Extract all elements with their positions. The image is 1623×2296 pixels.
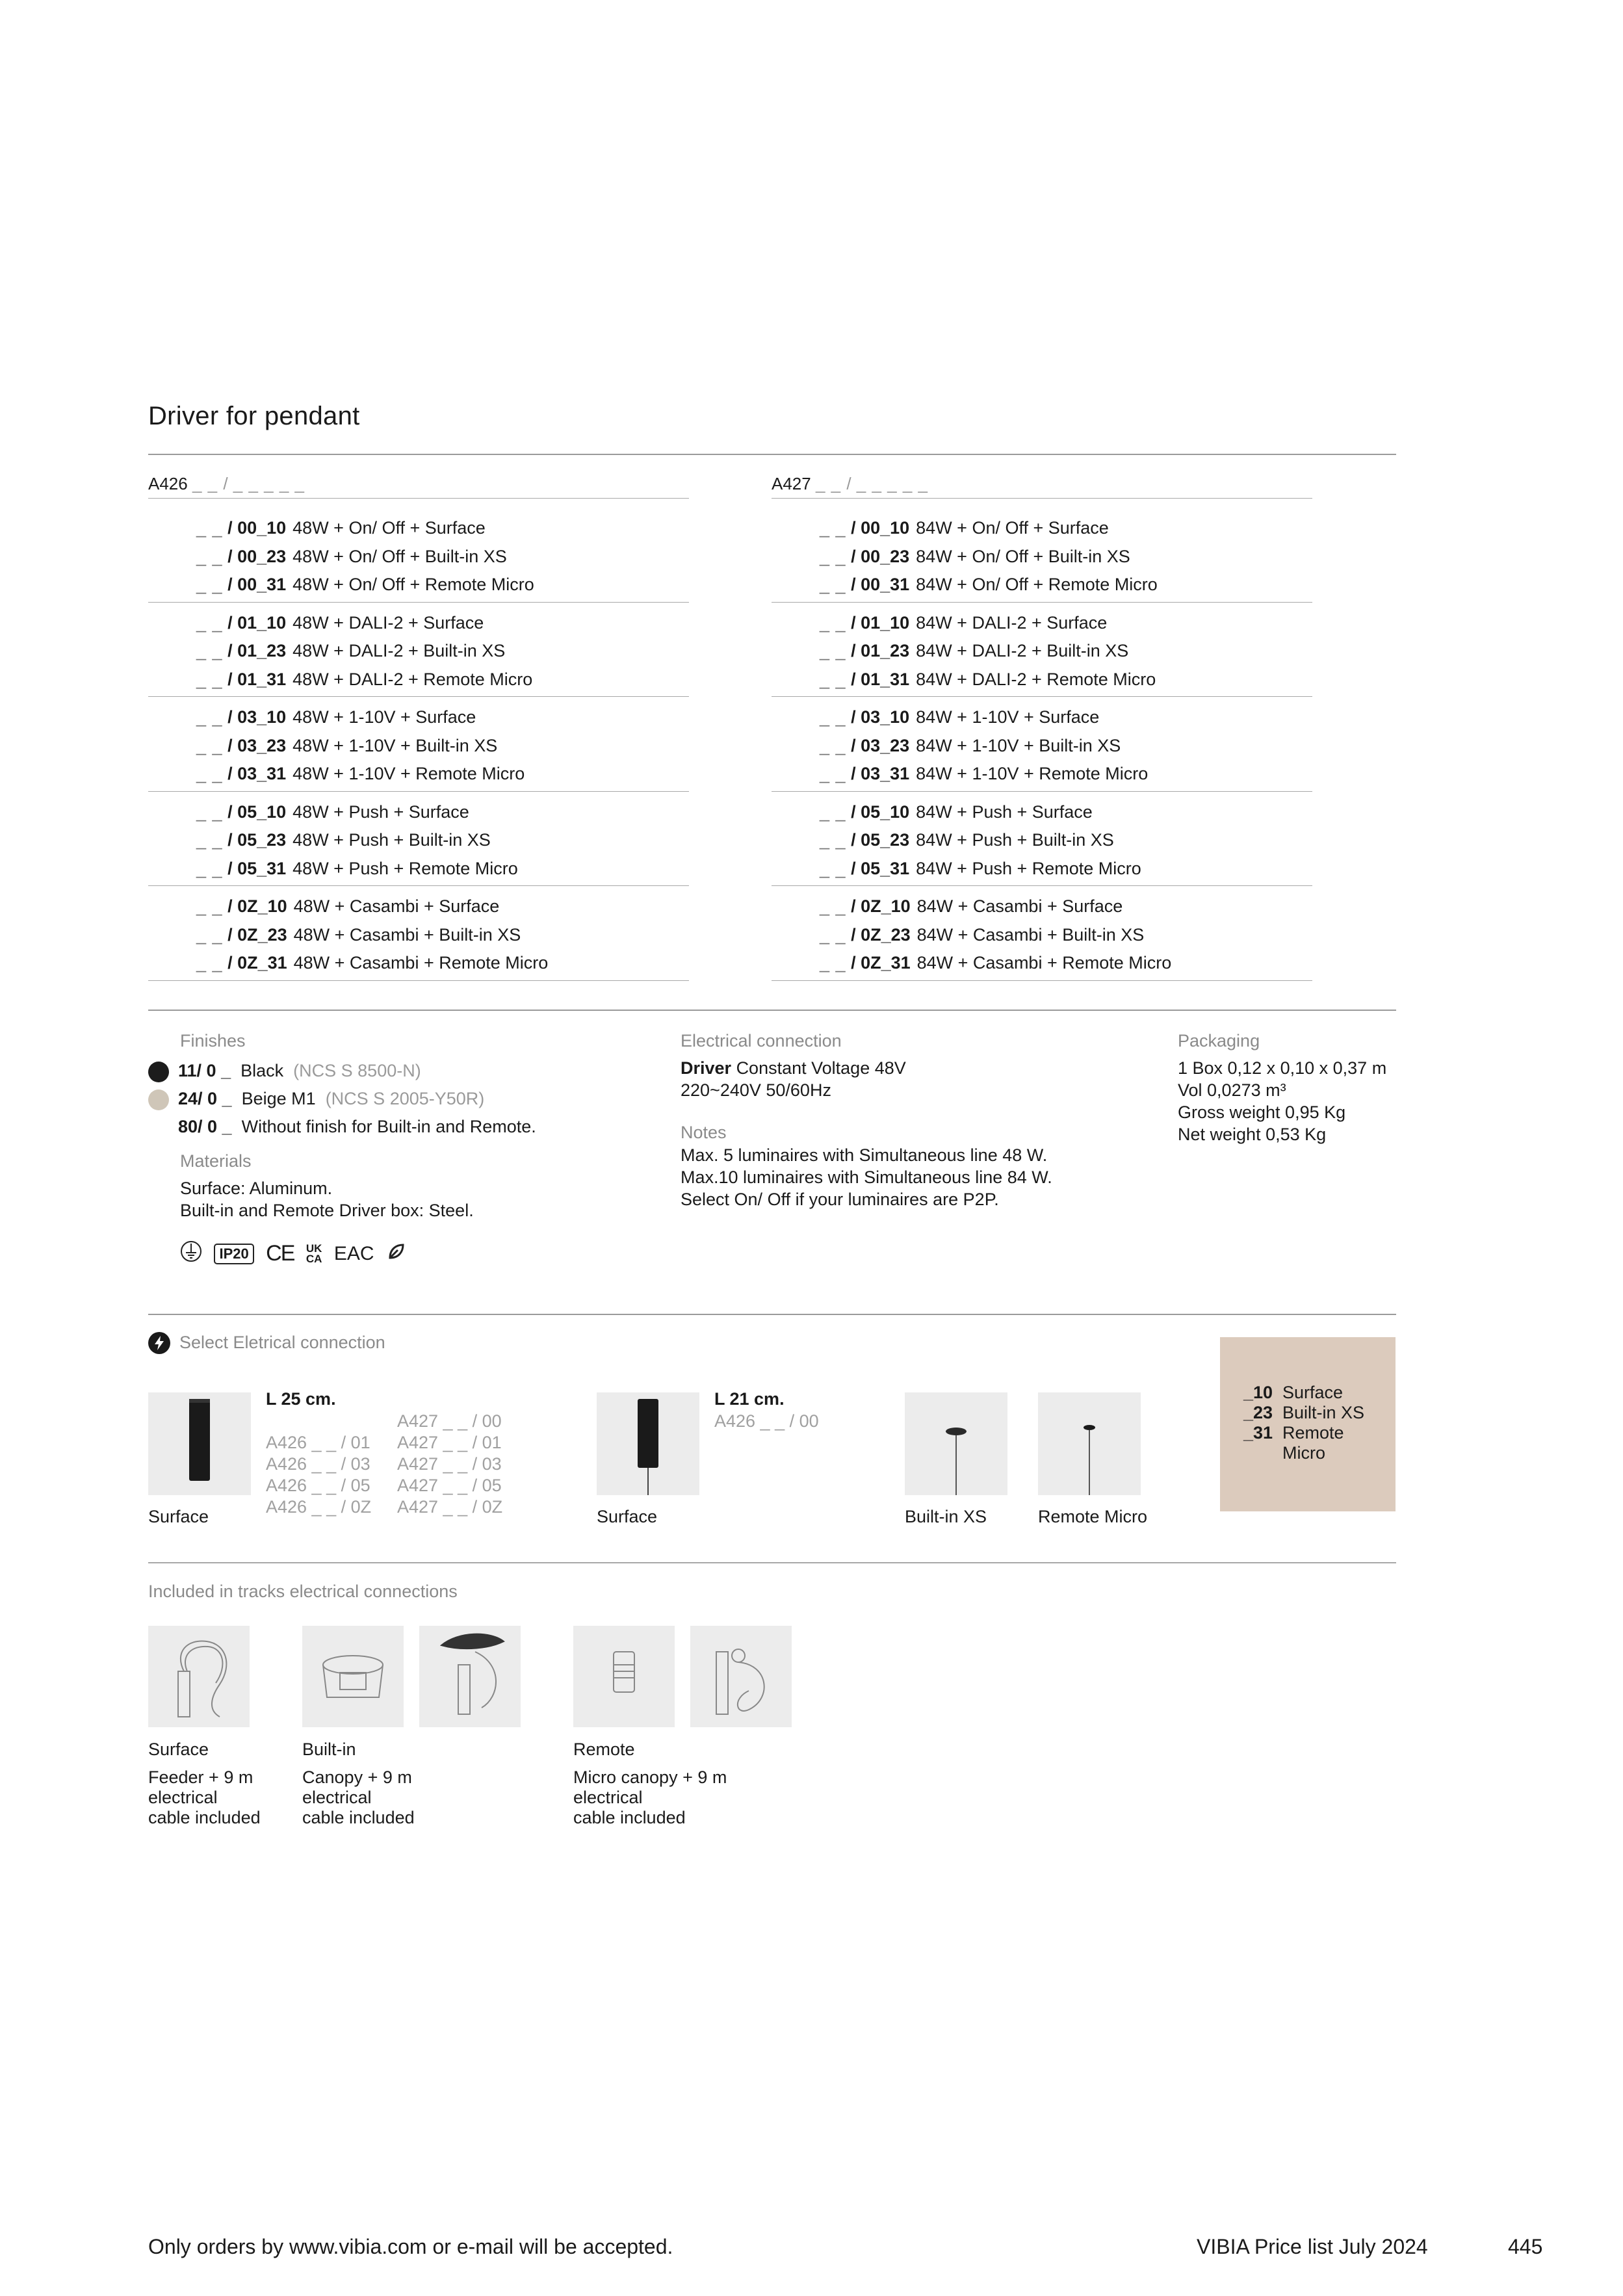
code-description: 84W + DALI-2 + Built-in XS — [916, 641, 1129, 660]
code-value: / 05_31 — [227, 858, 287, 878]
remote-micro-image — [1038, 1392, 1141, 1495]
code-group — [772, 697, 1312, 792]
code-group — [148, 603, 689, 698]
section-divider — [148, 1010, 1396, 1011]
code-placeholder: _ _ — [196, 612, 223, 633]
electrical-text — [681, 1057, 906, 1101]
code-row — [772, 732, 1312, 761]
code-item: A427 _ _ / 0Z — [397, 1497, 503, 1517]
code-row — [772, 760, 1312, 789]
code-placeholder: _ _ — [196, 802, 223, 822]
code-item: A426 _ _ / 05 — [266, 1476, 370, 1495]
surface-25-image — [148, 1392, 251, 1495]
code-placeholder: _ _ — [820, 612, 846, 633]
code-row — [148, 609, 689, 638]
code-value: / 03_23 — [851, 735, 910, 755]
certifications — [180, 1240, 416, 1264]
code-row — [148, 760, 689, 789]
finish-name: Black — [240, 1061, 284, 1080]
note-line: Max.10 luminaires with Simultaneous line 84 W. — [681, 1168, 1052, 1187]
code-placeholder: _ _ — [820, 575, 846, 594]
legend-code: _31 — [1243, 1423, 1273, 1442]
code-group — [772, 792, 1312, 887]
code-description: 84W + Push + Surface — [916, 802, 1093, 822]
code-value: / 01_10 — [851, 612, 910, 633]
code-placeholder: _ _ — [196, 764, 223, 783]
code-value: / 03_23 — [227, 735, 287, 755]
code-group — [772, 603, 1312, 698]
code-value: / 0Z_23 — [851, 924, 911, 945]
code-description: 48W + Push + Built-in XS — [292, 830, 491, 850]
included-title: Built-in — [302, 1740, 356, 1759]
code-description: 48W + Push + Surface — [292, 802, 469, 822]
ground-icon — [180, 1240, 202, 1267]
code-item: A427 _ _ / 00 — [397, 1411, 502, 1431]
code-item: A426 _ _ / 01 — [266, 1433, 370, 1452]
included-line: cable included — [302, 1808, 415, 1827]
code-row — [772, 571, 1312, 599]
packaging-line: Gross weight 0,95 Kg — [1178, 1102, 1346, 1122]
legend-label: Micro — [1282, 1443, 1325, 1463]
code-value: / 0Z_10 — [851, 896, 911, 916]
code-placeholder: _ _ — [820, 735, 846, 755]
code-description: 48W + On/ Off + Surface — [292, 518, 486, 538]
code-placeholder: _ _ — [820, 858, 846, 878]
finish-ncs: (NCS S 2005-Y50R) — [325, 1089, 485, 1108]
code-placeholder: _ _ — [196, 707, 223, 727]
builtin-xs-image — [905, 1392, 1007, 1495]
page-title: Driver for pendant — [148, 402, 360, 430]
code-description: 84W + Casambi + Surface — [916, 896, 1123, 916]
length-label: L 21 cm. — [714, 1389, 785, 1409]
legend-label: Remote — [1282, 1423, 1344, 1442]
materials-text — [180, 1177, 474, 1221]
code-row — [772, 666, 1312, 694]
code-row — [772, 514, 1312, 543]
code-row — [148, 826, 689, 855]
code-group — [148, 499, 689, 603]
included-title: Surface — [148, 1740, 209, 1759]
beige-swatch — [148, 1089, 169, 1110]
surface-21-image — [597, 1392, 699, 1495]
code-row — [148, 732, 689, 761]
legend-code: _10 — [1243, 1383, 1273, 1402]
code-placeholder: _ _ — [820, 641, 846, 660]
code-prefix: A426 — [148, 474, 188, 493]
section-divider — [148, 1562, 1396, 1563]
packaging-label: Packaging — [1178, 1031, 1260, 1050]
suffix-legend — [1220, 1337, 1396, 1511]
recycling-icon — [386, 1241, 407, 1266]
code-value: / 05_10 — [851, 802, 910, 822]
code-suffix: _ _ / — [192, 474, 229, 493]
code-list-a426-00 — [714, 1411, 819, 1432]
included-label: Included in tracks electrical connections — [148, 1582, 458, 1601]
code-value: / 05_31 — [851, 858, 910, 878]
code-groups — [772, 499, 1312, 981]
code-placeholder: _ _ — [820, 802, 846, 822]
finish-name: Without finish for Built-in and Remote. — [241, 1117, 536, 1136]
code-value: / 0Z_23 — [227, 924, 287, 945]
code-row — [772, 949, 1312, 978]
included-line: electrical — [302, 1788, 372, 1807]
code-description: 84W + Push + Built-in XS — [916, 830, 1114, 850]
ukca-top: UK — [305, 1242, 322, 1255]
driver-label: Driver — [681, 1058, 732, 1078]
code-group — [772, 499, 1312, 603]
code-value: / 05_23 — [227, 830, 287, 850]
code-row — [772, 893, 1312, 921]
code-description: 48W + On/ Off + Remote Micro — [292, 575, 534, 594]
code-placeholder: _ _ — [196, 858, 223, 878]
finish-name: Beige M1 — [241, 1089, 316, 1108]
remote-micro-cable-image — [690, 1626, 792, 1727]
code-value: / 03_10 — [851, 707, 910, 727]
code-item: A426 _ _ / 00 — [714, 1411, 819, 1431]
surface-feeder-image — [148, 1626, 250, 1727]
code-row — [772, 637, 1312, 666]
code-description: 84W + On/ Off + Built-in XS — [916, 546, 1130, 566]
builtin-canopy-image — [302, 1626, 404, 1727]
code-header — [772, 472, 1312, 499]
materials-label: Materials — [180, 1151, 252, 1171]
packaging-line: Net weight 0,53 Kg — [1178, 1125, 1327, 1144]
included-line: Micro canopy + 9 m — [573, 1768, 727, 1787]
legend-list — [1243, 1383, 1364, 1463]
code-item: A427 _ _ / 01 — [397, 1433, 502, 1452]
packaging-text — [1178, 1057, 1386, 1145]
empty-swatch — [148, 1117, 169, 1138]
code-row — [772, 703, 1312, 732]
code-placeholder: _ _ — [820, 953, 846, 972]
code-placeholder: _ _ — [820, 707, 846, 727]
code-description: 48W + DALI-2 + Built-in XS — [292, 641, 506, 660]
code-value: / 01_10 — [227, 612, 287, 633]
code-description: 48W + Push + Remote Micro — [292, 858, 518, 878]
code-row — [148, 855, 689, 883]
code-description: 84W + Push + Remote Micro — [916, 858, 1141, 878]
code-row — [772, 798, 1312, 827]
finish-item — [148, 1085, 536, 1113]
code-value: / 01_23 — [851, 641, 910, 660]
code-description: 84W + Casambi + Remote Micro — [916, 953, 1172, 972]
code-row — [148, 921, 689, 950]
note-line: Max. 5 luminaires with Simultaneous line 48 W. — [681, 1145, 1048, 1165]
length-label: L 25 cm. — [266, 1389, 336, 1409]
ip20-badge: IP20 — [214, 1244, 253, 1264]
code-row — [772, 826, 1312, 855]
code-group — [148, 792, 689, 887]
page-number: 445 — [1508, 2235, 1543, 2258]
code-description: 84W + Casambi + Built-in XS — [916, 924, 1145, 945]
finish-code: 11/ 0 _ — [178, 1061, 231, 1080]
code-suffix-gray: _ _ _ _ _ — [856, 474, 928, 493]
code-item: A426 _ _ / 03 — [266, 1454, 370, 1474]
code-row — [148, 666, 689, 694]
lightning-icon — [148, 1332, 170, 1354]
code-value: / 0Z_31 — [227, 953, 287, 972]
code-row — [148, 514, 689, 543]
code-list-a426-short — [266, 1432, 371, 1518]
code-placeholder: _ _ — [820, 924, 846, 945]
builtin-canopy-cable-image — [419, 1626, 521, 1727]
code-placeholder: _ _ — [820, 546, 846, 566]
code-placeholder: _ _ — [196, 518, 223, 538]
select-label: Select Eletrical connection — [179, 1333, 385, 1352]
ce-mark: CE — [266, 1241, 294, 1266]
ukca-mark — [306, 1244, 322, 1264]
eac-mark: EAC — [333, 1242, 374, 1264]
surface-included — [148, 1740, 261, 1828]
code-row — [772, 543, 1312, 571]
code-item: A427 _ _ / 05 — [397, 1476, 502, 1495]
surface-caption: Surface — [148, 1507, 209, 1526]
code-description: 84W + 1-10V + Surface — [916, 707, 1100, 727]
code-value: / 05_23 — [851, 830, 910, 850]
code-description: 48W + Casambi + Surface — [293, 896, 500, 916]
code-row — [148, 798, 689, 827]
code-header — [148, 472, 689, 499]
code-row — [148, 571, 689, 599]
code-group — [772, 886, 1312, 981]
code-value: / 01_23 — [227, 641, 287, 660]
code-item: A426 _ _ / 0Z — [266, 1497, 372, 1517]
footer-brand: VIBIA Price list July 2024 — [1197, 2235, 1428, 2258]
legend-label: Built-in XS — [1282, 1403, 1365, 1422]
notes-text — [681, 1144, 1052, 1210]
code-row — [772, 921, 1312, 950]
code-group — [148, 697, 689, 792]
finishes-label: Finishes — [180, 1031, 246, 1050]
notes-label: Notes — [681, 1123, 727, 1142]
code-row — [772, 855, 1312, 883]
code-placeholder: _ _ — [196, 641, 223, 660]
section-divider — [148, 1314, 1396, 1315]
code-description: 84W + 1-10V + Remote Micro — [916, 764, 1149, 783]
code-description: 84W + On/ Off + Remote Micro — [916, 575, 1158, 594]
code-placeholder: _ _ — [196, 924, 223, 945]
included-line: Canopy + 9 m — [302, 1768, 412, 1787]
finish-code: 80/ 0 _ — [178, 1117, 232, 1136]
voltage-line: 220~240V 50/60Hz — [681, 1080, 831, 1100]
builtin-included — [302, 1740, 415, 1828]
included-line: Feeder + 9 m — [148, 1768, 253, 1787]
code-list-a426 — [148, 472, 689, 981]
code-list-a427-short — [397, 1411, 502, 1518]
finish-code: 24/ 0 _ — [178, 1089, 232, 1108]
code-description: 48W + 1-10V + Surface — [292, 707, 476, 727]
included-line: cable included — [148, 1808, 261, 1827]
code-value: / 00_10 — [851, 518, 910, 538]
code-placeholder: _ _ — [196, 896, 223, 916]
code-description: 84W + On/ Off + Surface — [916, 518, 1109, 538]
code-suffix-gray: _ _ _ _ _ — [233, 474, 305, 493]
code-description: 48W + DALI-2 + Surface — [292, 612, 484, 633]
title-divider — [148, 454, 1396, 455]
code-group — [148, 886, 689, 981]
code-placeholder: _ _ — [820, 830, 846, 850]
code-row — [148, 637, 689, 666]
code-value: / 0Z_31 — [851, 953, 911, 972]
code-placeholder: _ _ — [820, 518, 846, 538]
included-line: electrical — [148, 1788, 218, 1807]
code-value: / 00_10 — [227, 518, 287, 538]
code-description: 48W + Casambi + Remote Micro — [293, 953, 549, 972]
code-value: / 00_23 — [851, 546, 910, 566]
code-value: / 00_23 — [227, 546, 287, 566]
code-description: 48W + DALI-2 + Remote Micro — [292, 669, 533, 689]
code-row — [148, 893, 689, 921]
footer-note: Only orders by www.vibia.com or e-mail will be accepted. — [148, 2235, 673, 2258]
code-placeholder: _ _ — [196, 575, 223, 594]
code-placeholder: _ _ — [196, 953, 223, 972]
code-value: / 01_31 — [851, 669, 910, 689]
code-row — [148, 949, 689, 978]
code-value: / 03_31 — [851, 764, 910, 783]
included-line: cable included — [573, 1808, 686, 1827]
code-item: A427 _ _ / 03 — [397, 1454, 502, 1474]
code-value: / 00_31 — [851, 575, 910, 594]
remote-micro-canopy-image — [573, 1626, 675, 1727]
code-description: 84W + 1-10V + Built-in XS — [916, 735, 1121, 755]
included-line: electrical — [573, 1788, 643, 1807]
code-value: / 0Z_10 — [227, 896, 287, 916]
electrical-label: Electrical connection — [681, 1031, 842, 1050]
code-placeholder: _ _ — [820, 669, 846, 689]
materials-line: Built-in and Remote Driver box: Steel. — [180, 1201, 474, 1220]
code-placeholder: _ _ — [196, 546, 223, 566]
packaging-line: 1 Box 0,12 x 0,10 x 0,37 m — [1178, 1058, 1387, 1078]
finish-ncs: (NCS S 8500-N) — [293, 1061, 421, 1080]
code-prefix: A427 — [772, 474, 811, 493]
code-row — [772, 609, 1312, 638]
code-value: / 01_31 — [227, 669, 287, 689]
code-value: / 05_10 — [227, 802, 287, 822]
code-list-a427 — [772, 472, 1312, 981]
code-placeholder: _ _ — [196, 735, 223, 755]
code-description: 48W + On/ Off + Built-in XS — [292, 546, 507, 566]
ukca-bottom: CA — [305, 1252, 322, 1265]
finishes-list — [148, 1057, 536, 1141]
remote-caption: Remote Micro — [1038, 1507, 1148, 1526]
legend-code: _23 — [1243, 1403, 1273, 1422]
code-value: / 00_31 — [227, 575, 287, 594]
driver-value: Constant Voltage 48V — [736, 1058, 906, 1078]
code-description: 48W + 1-10V + Remote Micro — [292, 764, 525, 783]
code-value: / 03_10 — [227, 707, 287, 727]
code-row — [148, 543, 689, 571]
code-placeholder: _ _ — [820, 764, 846, 783]
code-description: 48W + Casambi + Built-in XS — [293, 924, 521, 945]
code-placeholder: _ _ — [196, 830, 223, 850]
code-placeholder: _ _ — [820, 896, 846, 916]
legend-label: Surface — [1282, 1383, 1344, 1402]
code-placeholder: _ _ — [196, 669, 223, 689]
note-line: Select On/ Off if your luminaires are P2P. — [681, 1190, 999, 1209]
code-description: 48W + 1-10V + Built-in XS — [292, 735, 498, 755]
code-row — [148, 703, 689, 732]
packaging-line: Vol 0,0273 m³ — [1178, 1080, 1286, 1100]
code-description: 84W + DALI-2 + Remote Micro — [916, 669, 1156, 689]
remote-included — [573, 1740, 727, 1828]
black-swatch — [148, 1062, 169, 1082]
code-suffix: _ _ / — [815, 474, 852, 493]
surface-caption: Surface — [597, 1507, 658, 1526]
code-description: 84W + DALI-2 + Surface — [916, 612, 1108, 633]
included-title: Remote — [573, 1740, 635, 1759]
materials-line: Surface: Aluminum. — [180, 1179, 333, 1198]
finish-item — [148, 1113, 536, 1141]
code-groups — [148, 499, 689, 981]
builtin-caption: Built-in XS — [905, 1507, 987, 1526]
code-value: / 03_31 — [227, 764, 287, 783]
finish-item — [148, 1057, 536, 1085]
